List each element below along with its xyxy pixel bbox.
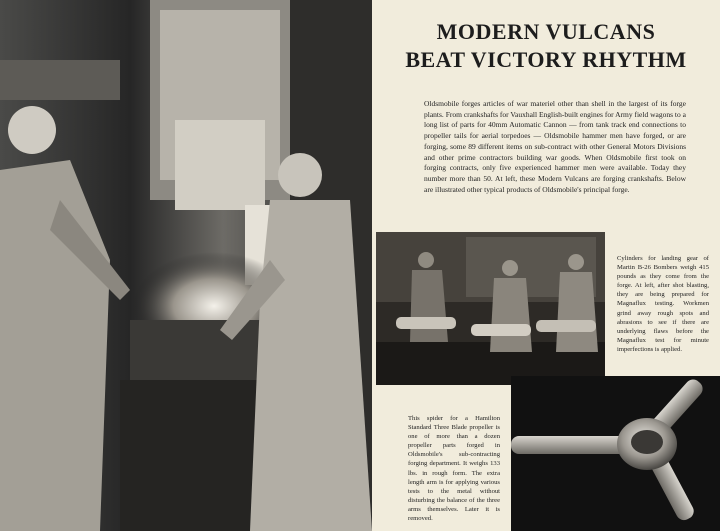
cylinder-caption: Cylinders for landing gear of Martin B-26 Bombers weigh 415 pounds as they come from the forge. At left, after shot blasting, they are being prepared for Magnaflux testing. Workmen grind away rough spots and abrasions to see if there are underlying flaws before the Magnaflux test for minute imperfections is applied. bbox=[617, 255, 709, 353]
page-title bbox=[372, 18, 720, 74]
article-body: Oldsmobile forges articles of war materiel other than shell in the largest of its forge plants. From crankshafts for Vauxhall English-built engines for Army field wagons to a long list of parts for 40mm Automatic Cannon — from tank track end connections to propeller tails for aerial torpedoes — Oldsmobile hammer men have forged, or are forging, some 89 different items on sub-contract with other General Motors Divisions and other prime contractors building war goods. When Oldsmobile first took on forging contracts, only five experienced hammer men were available. Today they number more than 50. At left, these Modern Vulcans are forging crankshafts. Below are illustrated other typical products of Oldsmobile's principal forge. bbox=[424, 99, 686, 194]
cylinder-grinding-photo bbox=[376, 232, 605, 385]
spider-caption: This spider for a Hamilton Standard Three Blade propeller is one of more than a dozen propeller parts forged in Oldsmobile's sub-contracting forging department. It weighs 133 lbs. in rough form. The extra length arm is for applying various tests to the metal without disturbing the balance of the three arms themselves. Later it is removed. bbox=[408, 415, 500, 523]
propeller-spider-photo bbox=[511, 376, 720, 531]
title-line-2: BEAT VICTORY RHYTHM bbox=[405, 47, 687, 72]
article-page bbox=[372, 0, 720, 531]
title-line-1: MODERN VULCANS bbox=[436, 19, 656, 44]
